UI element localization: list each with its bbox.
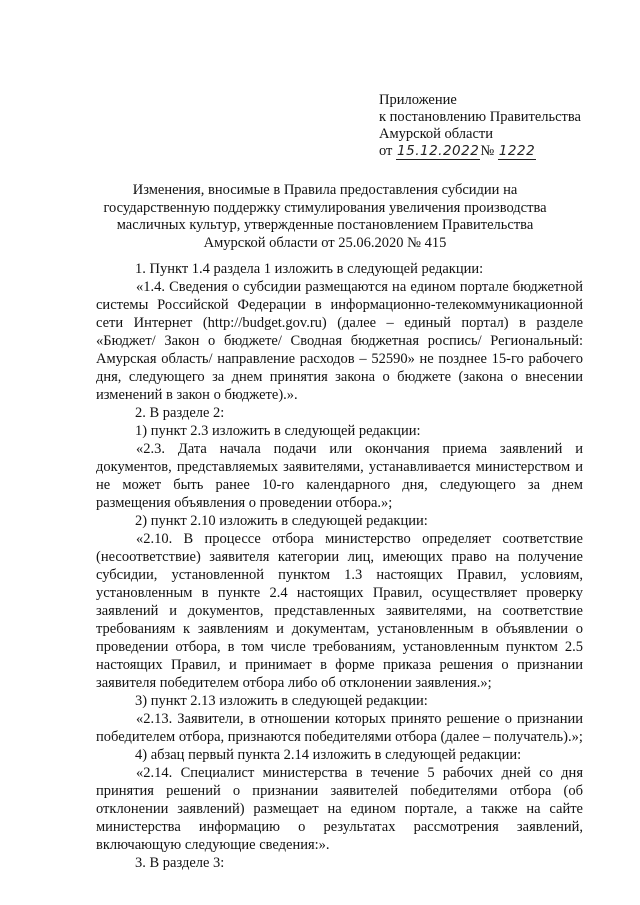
number-prefix: №: [480, 143, 495, 159]
paragraph-10: 4) абзац первый пункта 2.14 изложить в следующей редакции:: [135, 747, 522, 763]
appendix-block: [379, 92, 619, 160]
title-line-4: Амурской области от 25.06.2020 № 415: [203, 234, 447, 251]
document-body: [96, 260, 583, 872]
title-line-3: масличных культур, утвержденные постановлением Правительства: [116, 217, 534, 233]
paragraph-6: 2) пункт 2.10 изложить в следующей редакции:: [135, 513, 428, 529]
paragraph-12: 3. В разделе 3:: [135, 855, 225, 871]
paragraph-1: 1. Пункт 1.4 раздела 1 изложить в следующей редакции:: [135, 261, 484, 277]
paragraph-7: «2.10. В процессе отбора министерство определяет соответствие (несоответствие) заявителя категории лиц, имеющих право на получение субсидии, установленной пунктом 1.3 настоящих Правил, условиям, установленным в пункте 2.4 настоящих Правил, осуществляет проверку заявлений и документов, представленных заявителями, на соответствие требованиям к заявлениям и документам, установленным в объявлении о проведении отбора, в том числе требованиям, установленным пунктом 2.5 настоящих Правил, и принимает в форме приказа решения о признании заявителя победителем отбора либо об отклонении заявления.»;: [96, 531, 583, 691]
paragraph-9: «2.13. Заявители, в отношении которых принято решение о признании победителем отбора, признаются победителями отбора (далее – получатель).»;: [96, 711, 583, 745]
title-line-2: государственную поддержку стимулирования увеличения производства: [103, 199, 547, 216]
appendix-date-line: [379, 143, 619, 160]
paragraph-8: 3) пункт 2.13 изложить в следующей редакции:: [135, 693, 428, 709]
paragraph-2: «1.4. Сведения о субсидии размещаются на едином портале бюджетной системы Российской Федерации в информационно-телекоммуникационной сети Интернет (http://budget.gov.ru) (далее – единый портал) в разделе «Бюджет/ Закон о бюджете/ Сводная бюджетная роспись/ Региональный: Амурская область/ направление расходов – 52590» не позднее 15-го рабочего дня, следующего за днем принятия закона о бюджете (закона о внесении изменений в закон о бюджете).».: [96, 279, 583, 403]
paragraph-11: «2.14. Специалист министерства в течение 5 рабочих дней со дня принятия решений о признании заявителей победителями отбора (об отклонении заявлений) размещает на едином портале, а также на сайте министерства информацию о результатах рассмотрения заявлений, включающую следующие сведения:».: [96, 765, 583, 853]
document-title: [95, 182, 555, 252]
handwritten-number: 1222: [498, 143, 536, 159]
date-prefix: от: [379, 143, 393, 159]
appendix-line-1: Приложение: [379, 92, 457, 108]
appendix-line-2: к постановлению Правительства: [379, 109, 581, 125]
appendix-line-3: Амурской области: [379, 126, 493, 142]
paragraph-4: 1) пункт 2.3 изложить в следующей редакции:: [135, 423, 421, 439]
paragraph-5: «2.3. Дата начала подачи или окончания приема заявлений и документов, представляемых заявителями, устанавливается министерством и не может быть ранее 10-го календарного дня, следующего за днем размещения объявления о проведении отбора.»;: [96, 441, 583, 511]
handwritten-date: 15.12.2022: [397, 143, 480, 159]
title-line-1: Изменения, вносимые в Правила предоставления субсидии на: [132, 182, 518, 198]
paragraph-3: 2. В разделе 2:: [135, 405, 225, 421]
